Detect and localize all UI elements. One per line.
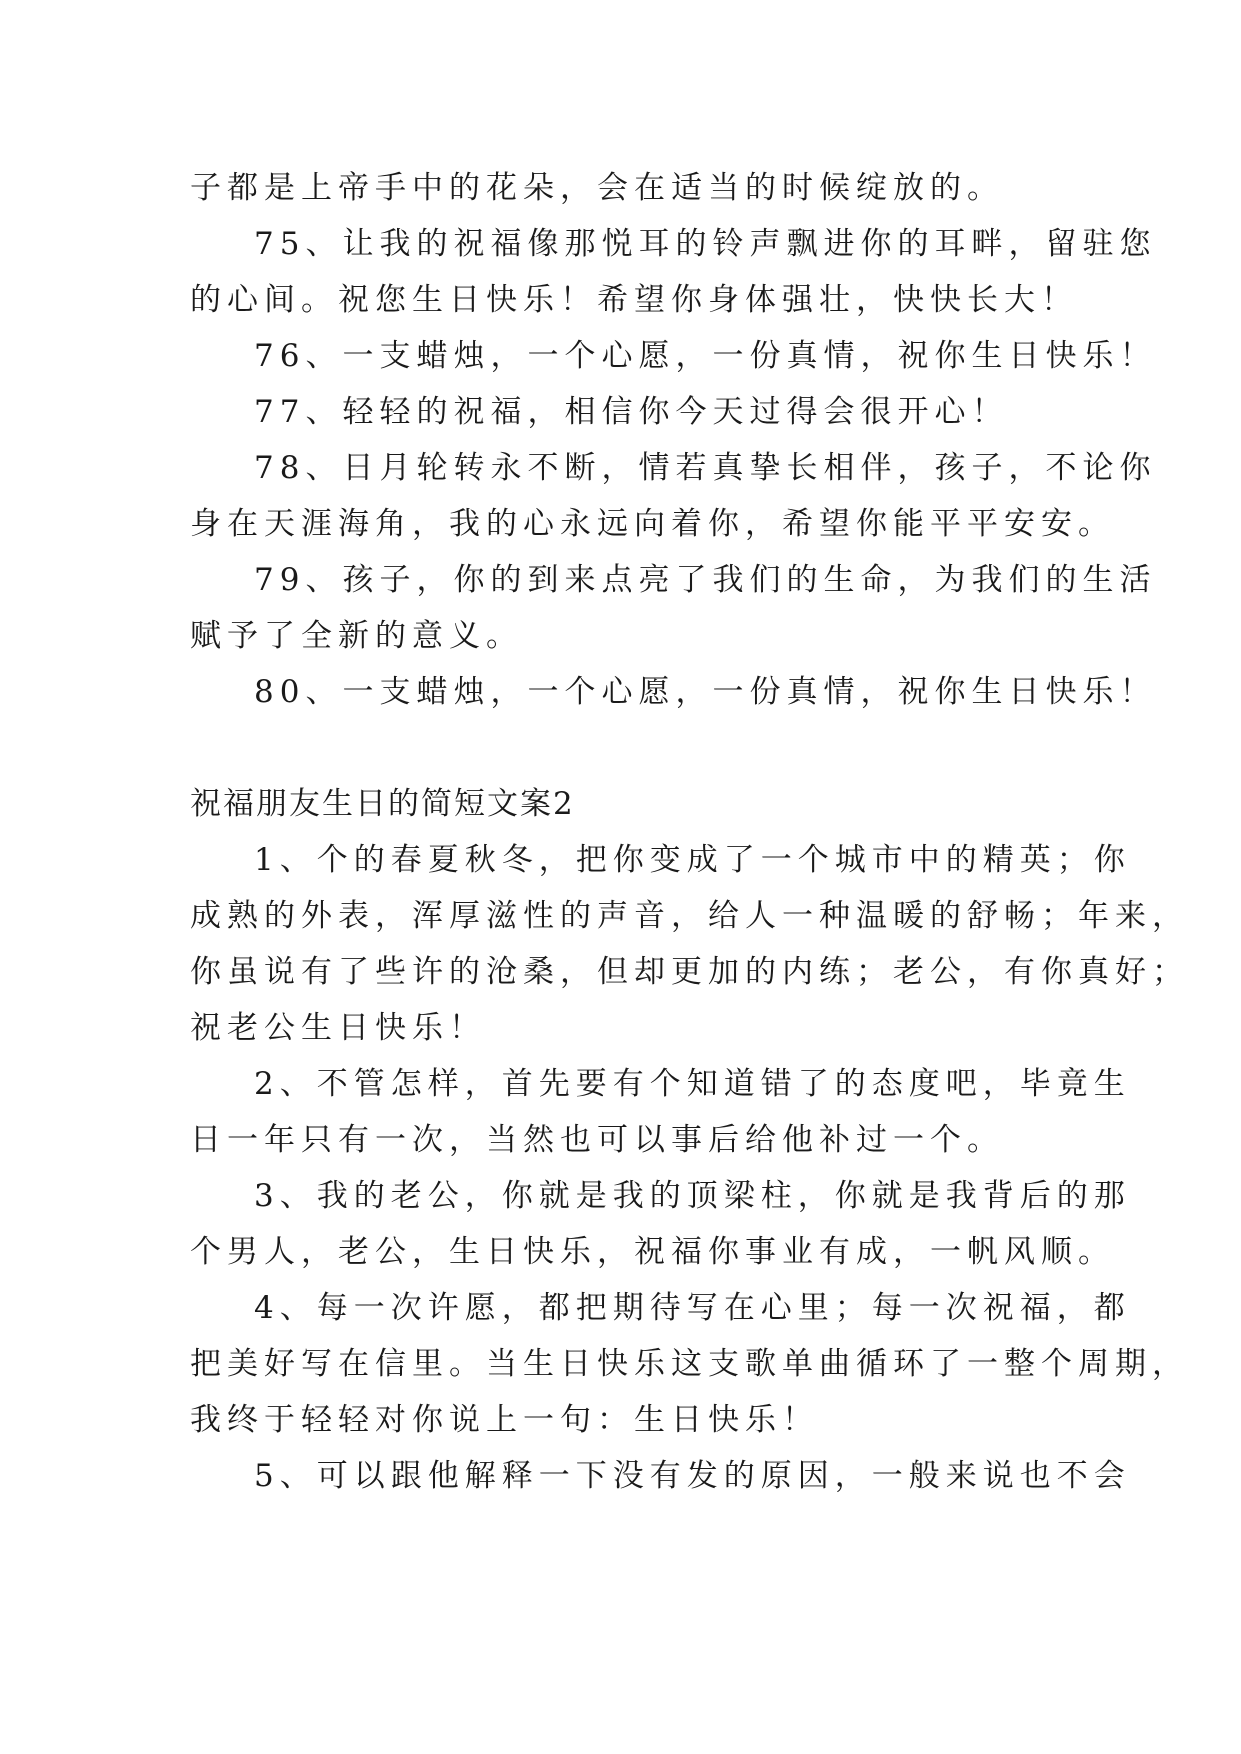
paragraph-line: 1、个的春夏秋冬，把你变成了一个城市中的精英；你 <box>254 842 1131 878</box>
paragraph-line: 我终于轻轻对你说上一句：生日快乐！ <box>190 1402 819 1438</box>
paragraph-line: 成熟的外表，浑厚滋性的声音，给人一种温暖的舒畅；年来， <box>190 898 1189 934</box>
paragraph-line: 你虽说有了些许的沧桑，但却更加的内练；老公，有你真好； <box>190 954 1189 990</box>
paragraph-line: 3、我的老公，你就是我的顶梁柱，你就是我背后的那 <box>254 1178 1131 1214</box>
paragraph-line: 个男人，老公，生日快乐，祝福你事业有成，一帆风顺。 <box>190 1234 1115 1270</box>
paragraph-line: 76、一支蜡烛，一个心愿，一份真情，祝你生日快乐！ <box>254 338 1157 374</box>
section-gap <box>190 720 1052 776</box>
paragraph-line: 祝老公生日快乐！ <box>190 1010 486 1046</box>
paragraph-line: 子都是上帝手中的花朵，会在适当的时候绽放的。 <box>190 170 1004 206</box>
paragraph-line: 5、可以跟他解释一下没有发的原因，一般来说也不会 <box>254 1458 1131 1494</box>
section-heading: 祝福朋友生日的简短文案2 <box>190 786 575 822</box>
paragraph-line: 身在天涯海角，我的心永远向着你，希望你能平平安安。 <box>190 506 1115 542</box>
paragraph-line: 80、一支蜡烛，一个心愿，一份真情，祝你生日快乐！ <box>254 674 1157 710</box>
paragraph-line: 把美好写在信里。当生日快乐这支歌单曲循环了一整个周期， <box>190 1346 1189 1382</box>
paragraph-line: 4、每一次许愿，都把期待写在心里；每一次祝福，都 <box>254 1290 1131 1326</box>
paragraph-line: 日一年只有一次，当然也可以事后给他补过一个。 <box>190 1122 1004 1158</box>
document-body <box>190 160 1189 1504</box>
paragraph-line: 77、轻轻的祝福，相信你今天过得会很开心！ <box>254 394 1009 430</box>
paragraph-line: 78、日月轮转永不断，情若真挚长相伴，孩子，不论你 <box>254 450 1157 486</box>
paragraph-line: 79、孩子，你的到来点亮了我们的生命，为我们的生活 <box>254 562 1157 598</box>
paragraph-line: 的心间。祝您生日快乐！希望你身体强壮，快快长大！ <box>190 282 1078 318</box>
paragraph-line: 2、不管怎样，首先要有个知道错了的态度吧，毕竟生 <box>254 1066 1131 1102</box>
paragraph-line: 赋予了全新的意义。 <box>190 618 523 654</box>
paragraph-line: 75、让我的祝福像那悦耳的铃声飘进你的耳畔，留驻您 <box>254 226 1157 262</box>
